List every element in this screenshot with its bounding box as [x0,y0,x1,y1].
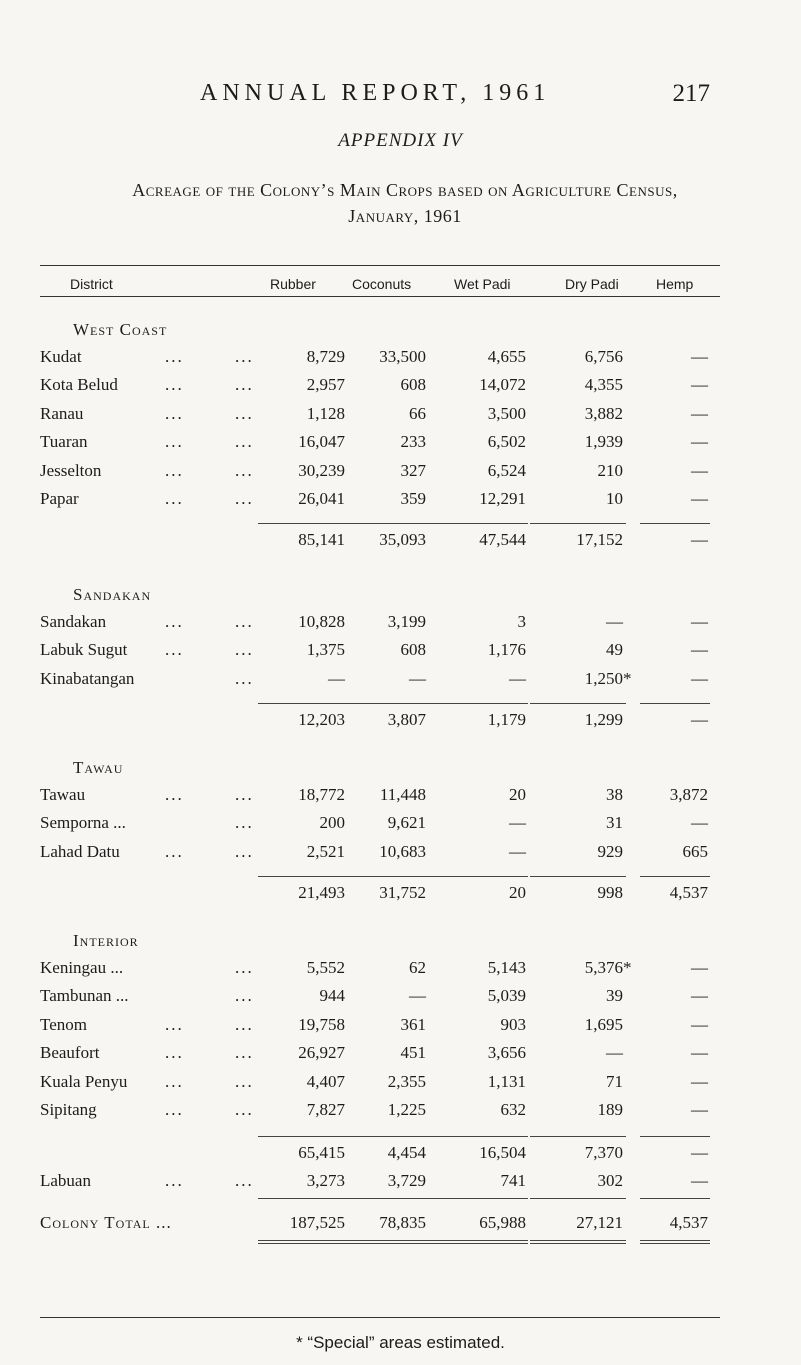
table-row [0,461,801,483]
leader-dots: ... [165,841,184,861]
table-row [0,1015,801,1037]
district-name: Lahad Datu [40,841,120,861]
leader-dots: ... [235,986,254,1006]
table-row [0,785,801,807]
district-name: Kota Belud [40,375,118,395]
cell-wet-padi: — [509,813,526,833]
cell-coconuts: 9,621 [387,813,426,833]
cell-coconuts: 10,683 [379,841,426,861]
col-header-district: District [70,276,113,292]
cell-rubber: 944 [319,986,345,1006]
subtotal-rule [640,1243,710,1244]
leader-dots: ... [235,640,254,660]
total-dry-padi: 17,152 [576,530,623,549]
cell-wet-padi: 3,656 [487,1043,526,1063]
subtotal-rule [530,703,626,704]
total-hemp: — [691,710,708,729]
subtotal-rule [530,1240,626,1241]
district-name: Sandakan [40,612,107,631]
total-rubber: 12,203 [298,710,345,729]
cell-rubber: 200 [319,813,345,833]
cell-dry-padi: 4,355 [584,375,623,395]
district-name: Tawau [40,785,86,804]
total-hemp: — [691,1143,708,1162]
cell-hemp: 3,872 [669,785,708,804]
cell-wet-padi: 6,502 [487,432,526,452]
district-name: Beaufort [40,1043,100,1063]
asterisk-mark: * [623,958,632,977]
cell-hemp: — [691,958,708,977]
table-bottom-rule [40,1317,720,1318]
table-row [0,842,801,864]
cell-hemp: — [691,986,708,1006]
subtotal-rule [258,523,350,524]
report-title: ANNUAL REPORT, 1961 [200,80,551,106]
cell-rubber: — [328,668,345,688]
cell-rubber: 10,828 [298,612,345,631]
leader-dots: ... [235,347,254,366]
district-name: Labuk Sugut [40,640,128,660]
cell-wet-padi: 5,143 [487,958,526,977]
cell-coconuts: — [409,668,426,688]
leader-dots: ... [235,489,254,508]
table-top-rule [40,265,720,266]
leader-dots: ... [165,1043,184,1063]
cell-hemp: — [691,668,708,688]
leader-dots: ... [165,432,184,452]
cell-rubber: 16,047 [298,432,345,452]
cell-dry-padi: 3,882 [584,403,623,423]
table-row [0,404,801,426]
table-header-rule [40,296,720,297]
cell-dry-padi: 10 [606,489,623,508]
cell-coconuts: 361 [400,1014,426,1034]
cell-coconuts: 3,199 [387,612,426,631]
table-row [0,986,801,1008]
subtotal-rule [640,876,710,877]
district-name: Keningau ... [40,958,124,977]
asterisk-mark: * [623,668,632,688]
cell-rubber: 1,128 [306,403,345,423]
footnote: * “Special” areas estimated. [296,1333,505,1352]
subtotal-rule [350,523,430,524]
cell-rubber: 7,827 [306,1100,345,1119]
cell-dry-padi: 929 [597,841,623,861]
subtotal-row-interior [0,1143,801,1165]
table-row [0,612,801,634]
cell-wet-padi: 6,524 [487,460,526,480]
cell-coconuts: 62 [409,958,426,977]
section-heading-interior: Interior [73,931,139,950]
cell-wet-padi: 3,500 [487,403,526,423]
cell-rubber: 26,927 [298,1043,345,1063]
district-name: Kudat [40,347,82,366]
cell-rubber: 18,772 [298,785,345,804]
subtotal-rule [530,523,626,524]
cell-coconuts: — [409,986,426,1006]
table-row [0,1171,801,1193]
cell-hemp: — [691,432,708,452]
leader-dots: ... [165,785,184,804]
cell-wet-padi: 5,039 [487,986,526,1006]
subtotal-rule [430,523,528,524]
cell-hemp: — [691,813,708,833]
colony-total-row [0,1213,801,1235]
leader-dots: ... [235,403,254,423]
subtotal-rule [258,703,350,704]
cell-dry-padi: — [606,1043,623,1063]
subtotal-row-tawau [0,883,801,905]
leader-dots: ... [165,403,184,423]
cell-dry-padi: 31 [606,813,623,833]
cell-coconuts: 1,225 [387,1100,426,1119]
total-coconuts: 31,752 [379,883,426,902]
section-heading-sandakan: Sandakan [73,585,152,604]
table-row [0,1100,801,1122]
leader-dots: ... [235,1043,254,1063]
subtotal-rule [350,1243,430,1244]
leader-dots: ... [235,460,254,480]
cell-hemp: 665 [682,841,708,861]
cell-rubber: 30,239 [298,460,345,480]
cell-coconuts: 233 [400,432,426,452]
table-row [0,669,801,691]
cell-rubber: 26,041 [298,489,345,508]
cell-coconuts: 451 [400,1043,426,1063]
cell-wet-padi: 632 [500,1100,526,1119]
cell-dry-padi: 210 [597,460,623,480]
section-heading-west_coast: West Coast [73,320,168,339]
leader-dots: ... [165,489,184,508]
colony-total-rubber: 187,525 [289,1213,345,1232]
cell-hemp: — [691,347,708,366]
caption-line-1: Acreage of the Colony’s Main Crops based on Agriculture Census, [132,180,678,200]
cell-wet-padi: 4,655 [487,347,526,366]
district-name: Ranau [40,403,84,423]
cell-wet-padi: 20 [509,785,526,804]
table-row [0,347,801,369]
cell-rubber: 8,729 [306,347,345,366]
table-row [0,489,801,511]
subtotal-rule [430,1136,528,1137]
total-coconuts: 3,807 [387,710,426,729]
total-rubber: 21,493 [298,883,345,902]
cell-coconuts: 33,500 [379,347,426,366]
subtotal-rule [640,1198,710,1199]
leader-dots: ... [235,432,254,452]
running-header [200,80,710,120]
subtotal-rule [430,1198,528,1199]
subtotal-rule [258,1198,350,1199]
total-wet-padi: 20 [509,883,526,902]
subtotal-rule [640,523,710,524]
cell-hemp: — [691,640,708,660]
subtotal-rule [350,1198,430,1199]
leader-dots: ... [165,612,184,631]
cell-rubber: 19,758 [298,1014,345,1034]
subtotal-rule [530,876,626,877]
cell-hemp: — [691,1171,708,1190]
subtotal-rule [430,703,528,704]
cell-rubber: 4,407 [306,1071,345,1091]
colony-total-label: Colony Total ... [40,1213,172,1232]
district-name: Tenom [40,1014,87,1034]
subtotal-rule [640,1240,710,1241]
colony-total-dry-padi: 27,121 [576,1213,623,1232]
subtotal-rule [530,1136,626,1137]
section-heading-tawau: Tawau [73,758,124,777]
cell-hemp: — [691,1014,708,1034]
col-header-coconuts: Coconuts [352,276,412,292]
subtotal-rule [430,1240,528,1241]
cell-wet-padi: 12,291 [479,489,526,508]
cell-rubber: 2,521 [306,841,345,861]
subtotal-rule [350,703,430,704]
colony-total-coconuts: 78,835 [379,1213,426,1232]
leader-dots: ... [165,375,184,395]
cell-coconuts: 359 [400,489,426,508]
total-wet-padi: 1,179 [487,710,526,729]
total-wet-padi: 16,504 [479,1143,526,1162]
subtotal-rule [258,1243,350,1244]
cell-wet-padi: 1,131 [487,1071,526,1091]
cell-rubber: 1,375 [306,640,345,660]
total-dry-padi: 7,370 [584,1143,623,1162]
table-row [0,375,801,397]
cell-hemp: — [691,1071,708,1091]
subtotal-rule [640,1136,710,1137]
cell-coconuts: 608 [400,640,426,660]
district-name: Sipitang [40,1100,97,1119]
cell-rubber: 2,957 [306,375,345,395]
cell-hemp: — [691,403,708,423]
cell-wet-padi: 741 [500,1171,526,1190]
cell-coconuts: 327 [400,460,426,480]
total-dry-padi: 1,299 [584,710,623,729]
col-header-rubber: Rubber [270,276,316,292]
district-name: Jesselton [40,460,102,480]
cell-wet-padi: — [509,668,526,688]
leader-dots: ... [165,1014,184,1034]
total-coconuts: 4,454 [387,1143,426,1162]
cell-coconuts: 2,355 [387,1071,426,1091]
cell-dry-padi: 1,250 * [584,668,632,688]
leader-dots: ... [165,1071,184,1091]
cell-hemp: — [691,489,708,508]
leader-dots: ... [165,347,184,366]
total-wet-padi: 47,544 [479,530,526,549]
col-header-wet-padi: Wet Padi [454,276,511,292]
total-rubber: 65,415 [298,1143,345,1162]
subtotal-rule [350,1136,430,1137]
leader-dots: ... [235,841,254,861]
leader-dots: ... [235,375,254,395]
subtotal-rule [258,1240,350,1241]
appendix-title: APPENDIX IV [338,130,463,151]
subtotal-rule [350,1240,430,1241]
table-row [0,432,801,454]
page-number: 217 [672,80,710,107]
cell-dry-padi: 1,695 [584,1014,623,1034]
cell-wet-padi: — [509,841,526,861]
cell-hemp: — [691,612,708,631]
cell-dry-padi: 189 [597,1100,623,1119]
leader-dots: ... [235,785,254,804]
leader-dots: ... [165,460,184,480]
cell-dry-padi: 71 [606,1071,623,1091]
leader-dots: ... [235,612,254,631]
subtotal-rule [258,876,350,877]
subtotal-rule [640,703,710,704]
cell-hemp: — [691,1100,708,1119]
table-row [0,1072,801,1094]
cell-dry-padi: 6,756 [584,347,623,366]
cell-coconuts: 3,729 [387,1171,426,1190]
cell-dry-padi: 39 [606,986,623,1006]
table-row [0,1043,801,1065]
district-name: Papar [40,489,79,508]
cell-wet-padi: 1,176 [487,640,526,660]
cell-wet-padi: 3 [517,612,526,631]
district-name: Tuaran [40,432,88,452]
table-row [0,813,801,835]
leader-dots: ... [165,1171,184,1190]
district-name: Semporna ... [40,813,126,833]
total-hemp: — [691,530,708,549]
subtotal-row-west-coast [0,530,801,552]
leader-dots: ... [235,1014,254,1034]
cell-dry-padi: 49 [606,640,623,660]
district-name: Kinabatangan [40,668,135,688]
table-row [0,640,801,662]
leader-dots: ... [235,813,254,833]
cell-hemp: — [691,375,708,395]
cell-wet-padi: 14,072 [479,375,526,395]
cell-rubber: 3,273 [306,1171,345,1190]
leader-dots: ... [165,640,184,660]
table-row [0,958,801,980]
leader-dots: ... [235,1100,254,1119]
subtotal-rule [530,1198,626,1199]
subtotal-rule [430,1243,528,1244]
subtotal-rule [430,876,528,877]
total-rubber: 85,141 [298,530,345,549]
table-caption [40,177,770,229]
cell-dry-padi: — [606,612,623,631]
district-name: Labuan [40,1171,91,1190]
col-header-hemp: Hemp [656,276,694,292]
cell-hemp: — [691,1043,708,1063]
col-header-dry-padi: Dry Padi [565,276,619,292]
total-coconuts: 35,093 [379,530,426,549]
leader-dots: ... [235,1171,254,1190]
leader-dots: ... [235,1071,254,1091]
colony-total-hemp: 4,537 [669,1213,708,1232]
total-dry-padi: 998 [597,883,623,902]
leader-dots: ... [235,668,254,688]
cell-dry-padi: 1,939 [584,432,623,452]
leader-dots: ... [235,958,254,977]
cell-dry-padi: 5,376 * [584,958,632,977]
colony-total-wet-padi: 65,988 [479,1213,526,1232]
cell-coconuts: 11,448 [379,785,426,804]
subtotal-rule [350,876,430,877]
cell-wet-padi: 903 [500,1014,526,1034]
cell-dry-padi: 38 [606,785,623,804]
cell-rubber: 5,552 [306,958,345,977]
district-name: Tambunan ... [40,986,129,1006]
leader-dots: ... [165,1100,184,1119]
caption-line-2: January, 1961 [348,206,462,226]
cell-coconuts: 608 [400,375,426,395]
subtotal-rule [530,1243,626,1244]
cell-hemp: — [691,460,708,480]
subtotal-rule [258,1136,350,1137]
cell-coconuts: 66 [409,403,426,423]
subtotal-row-sandakan [0,710,801,732]
cell-dry-padi: 302 [597,1171,623,1190]
total-hemp: 4,537 [669,883,708,902]
district-name: Kuala Penyu [40,1071,128,1091]
